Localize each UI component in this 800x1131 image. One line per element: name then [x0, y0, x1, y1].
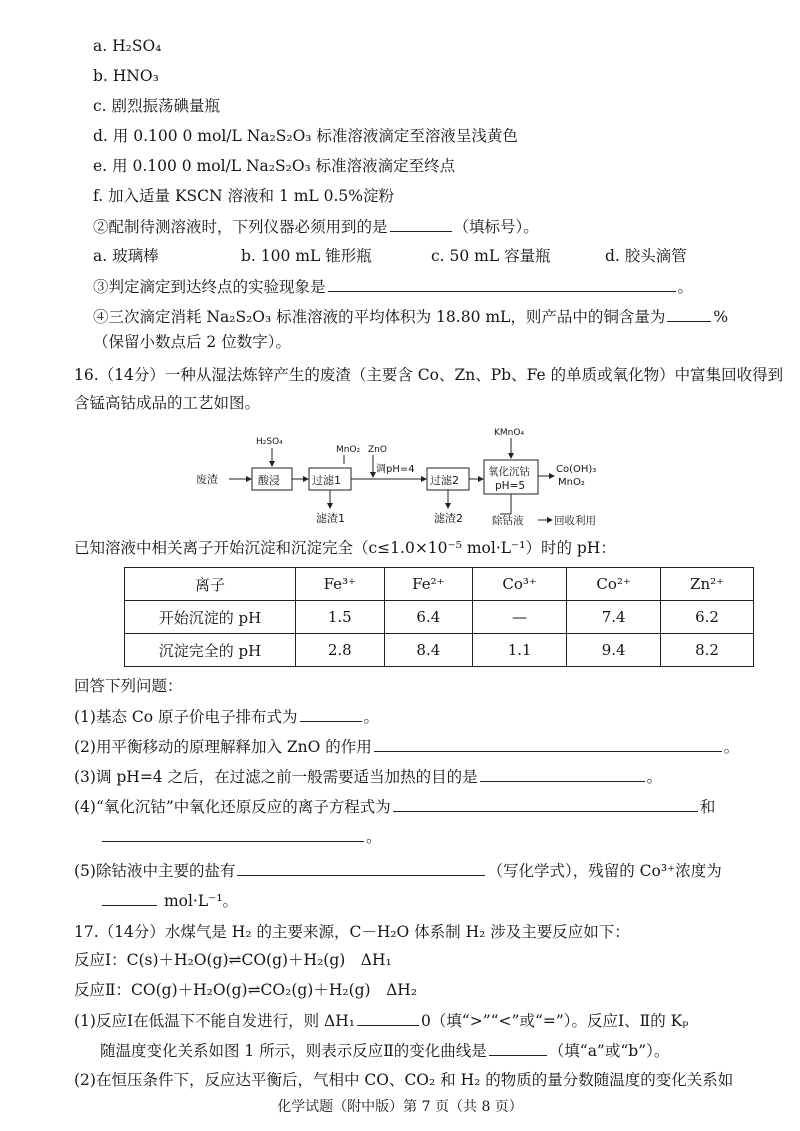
q15-sub2-text: ②配制待测溶液时，下列仪器必须用到的是 [93, 218, 388, 236]
table-cell: — [473, 601, 567, 634]
flow-step1: 酸浸 [258, 474, 280, 487]
q16-part4-blank1[interactable] [393, 796, 698, 812]
q15-sub2-blank[interactable] [390, 216, 452, 232]
table-cell: 2.8 [296, 634, 385, 667]
q16-part5-blank2[interactable] [102, 890, 157, 906]
q16-part4 [74, 796, 715, 817]
instrument-c: c. 50 mL 容量瓶 [431, 247, 551, 265]
q17-part1-cont [100, 1040, 669, 1061]
q16-part5-unit: mol·L⁻¹。 [163, 892, 239, 910]
q16-part4-period: 。 [366, 828, 382, 846]
process-flow-diagram [196, 424, 626, 534]
flow-step2: 过滤1 [312, 474, 341, 487]
flow-step4-b: pH=5 [495, 480, 526, 492]
table-cell: 8.2 [661, 634, 754, 667]
q16-part3-blank[interactable] [480, 766, 645, 782]
q15-option-c: c. 剧烈振荡碘量瓶 [93, 97, 221, 115]
flow-product-a: Co(OH)₃ [556, 464, 597, 475]
q17-part1 [74, 1010, 688, 1031]
q16-part3-period: 。 [646, 768, 663, 786]
flow-adjust-ph: 调pH=4 [376, 464, 415, 475]
instrument-d: d. 胶头滴管 [605, 247, 687, 265]
flow-recycle: 回收利用 [554, 515, 596, 527]
q16-stem-line2: 含锰高钴成品的工艺如图。 [74, 394, 261, 412]
q16-part5-text: (5)除钴液中主要的盐有 [74, 862, 236, 880]
q15-option-e: e. 用 0.100 0 mol/L Na₂S₂O₃ 标准溶液滴定至终点 [93, 157, 456, 175]
instrument-a: a. 玻璃棒 [93, 247, 159, 265]
flow-reagent-zn: ZnO [368, 445, 387, 455]
table-cell: 1.5 [296, 601, 385, 634]
q16-part4-and: 和 [699, 798, 716, 816]
q16-part5-text2: （写化学式），残留的 Co³⁺浓度为 [487, 862, 722, 880]
q15-sub4-text: ④三次滴定消耗 Na₂S₂O₃ 标准溶液的平均体积为 18.80 mL，则产品中的铜含量为 [93, 308, 666, 326]
q17-reaction1: 反应Ⅰ：C(s)＋H₂O(g)⇌CO(g)＋H₂(g) ΔH₁ [74, 951, 392, 969]
q15-option-a: a. H₂SO₄ [93, 37, 162, 55]
q17-stem: 17.（14分）水煤气是 H₂ 的主要来源，C－H₂O 体系制 H₂ 涉及主要反应如下： [74, 923, 630, 941]
flow-feed: 废渣 [196, 473, 218, 486]
q16-part3 [74, 766, 662, 787]
q16-part1-text: (1)基态 Co 原子价电子排布式为 [74, 708, 298, 726]
table-header-cell: 离子 [125, 568, 296, 601]
q15-sub3-period: 。 [677, 278, 694, 296]
table-intro: 已知溶液中相关离子开始沉淀和沉淀完全（c≤1.0×10⁻⁵ mol·L⁻¹）时的 pH： [74, 539, 616, 557]
q16-part2-text: (2)用平衡移动的原理解释加入 ZnO 的作用 [74, 738, 372, 756]
q15-sub2 [93, 216, 539, 237]
flow-residue1: 滤渣1 [316, 512, 345, 525]
q16-part1-period: 。 [363, 708, 380, 726]
q17-reaction2: 反应Ⅱ：CO(g)＋H₂O(g)⇌CO₂(g)＋H₂(g) ΔH₂ [74, 981, 418, 999]
q16-part5 [74, 860, 722, 881]
q16-part4-blank2[interactable] [102, 826, 364, 842]
table-cell: 开始沉淀的 pH [125, 601, 296, 634]
table-cell: 9.4 [567, 634, 661, 667]
table-row [125, 634, 754, 667]
q17-part1-blank2[interactable] [489, 1040, 547, 1056]
q16-part1-blank[interactable] [300, 706, 362, 722]
table-header-cell: Fe³⁺ [296, 568, 385, 601]
flow-step4-a: 氧化沉钴 [488, 466, 530, 478]
answer-intro: 回答下列问题： [74, 677, 183, 695]
q15-sub4-note: （保留小数点后 2 位数字）。 [93, 333, 291, 351]
q15-sub2-tail: （填标号）。 [453, 218, 539, 236]
q17-part1-text4: （填“a”或“b”）。 [548, 1042, 670, 1060]
q17-part1-text3: 随温度变化关系如图 1 所示，则表示反应Ⅱ的变化曲线是 [100, 1042, 487, 1060]
table-cell: 6.4 [384, 601, 473, 634]
flow-waste-liquid: 除钴液 [492, 515, 524, 527]
table-header-cell: Zn²⁺ [661, 568, 754, 601]
table-header-cell: Co³⁺ [473, 568, 567, 601]
flow-reagent-mn: MnO₂ [336, 445, 361, 455]
q16-part4-text: (4)“氧化沉钴”中氧化还原反应的离子方程式为 [74, 798, 391, 816]
table-cell: 6.2 [661, 601, 754, 634]
q15-sub4-unit: % [713, 308, 729, 326]
q15-sub4-blank[interactable] [667, 306, 711, 322]
q16-part4-cont [100, 826, 382, 847]
q15-option-f: f. 加入适量 KSCN 溶液和 1 mL 0.5%淀粉 [93, 187, 395, 205]
table-header-cell: Co²⁺ [567, 568, 661, 601]
ph-table [124, 567, 754, 667]
flow-product-b: MnO₂ [558, 477, 585, 488]
q15-option-b: b. HNO₃ [93, 67, 159, 85]
flow-acid: H₂SO₄ [256, 437, 283, 447]
flow-oxidant: KMnO₄ [494, 428, 525, 438]
q15-sub4 [93, 306, 728, 327]
q16-part2-period: 。 [723, 738, 740, 756]
q15-sub3 [93, 276, 693, 297]
flow-residue2: 滤渣2 [434, 512, 463, 525]
table-cell: 1.1 [473, 634, 567, 667]
q17-part1-text2: 0（填“>”“<”或“=”）。反应Ⅰ、Ⅱ的 Kₚ [420, 1012, 689, 1030]
table-header-cell: Fe²⁺ [384, 568, 473, 601]
table-cell: 沉淀完全的 pH [125, 634, 296, 667]
q16-part3-text: (3)调 pH=4 之后，在过滤之前一般需要适当加热的目的是 [74, 768, 478, 786]
instrument-b: b. 100 mL 锥形瓶 [241, 247, 372, 265]
table-header-row [125, 568, 754, 601]
q15-sub3-text: ③判定滴定到达终点的实验现象是 [93, 278, 326, 296]
q16-stem-line1: 16.（14分）一种从湿法炼锌产生的废渣（主要含 Co、Zn、Pb、Fe 的单质或氧化物）中富集回收得到 [74, 366, 784, 384]
q17-part2: (2)在恒压条件下，反应达平衡后，气相中 CO、CO₂ 和 H₂ 的物质的量分数随温度的变化关系如 [74, 1071, 734, 1089]
flow-step3: 过滤2 [430, 474, 459, 487]
table-cell: 7.4 [567, 601, 661, 634]
q15-sub3-blank[interactable] [328, 276, 676, 292]
table-cell: 8.4 [384, 634, 473, 667]
q15-option-d: d. 用 0.100 0 mol/L Na₂S₂O₃ 标准溶液滴定至溶液呈浅黄色 [93, 127, 518, 145]
q16-part2 [74, 736, 739, 757]
q16-part5-blank1[interactable] [237, 860, 485, 876]
table-row [125, 601, 754, 634]
q17-part1-blank1[interactable] [357, 1010, 419, 1026]
q17-part1-text: (1)反应Ⅰ在低温下不能自发进行，则 ΔH₁ [74, 1012, 355, 1030]
q16-part2-blank[interactable] [374, 736, 722, 752]
page-footer: 化学试题（附中版）第 7 页（共 8 页） [277, 1099, 523, 1115]
q16-part1 [74, 706, 379, 727]
q16-part5-cont [100, 890, 238, 911]
